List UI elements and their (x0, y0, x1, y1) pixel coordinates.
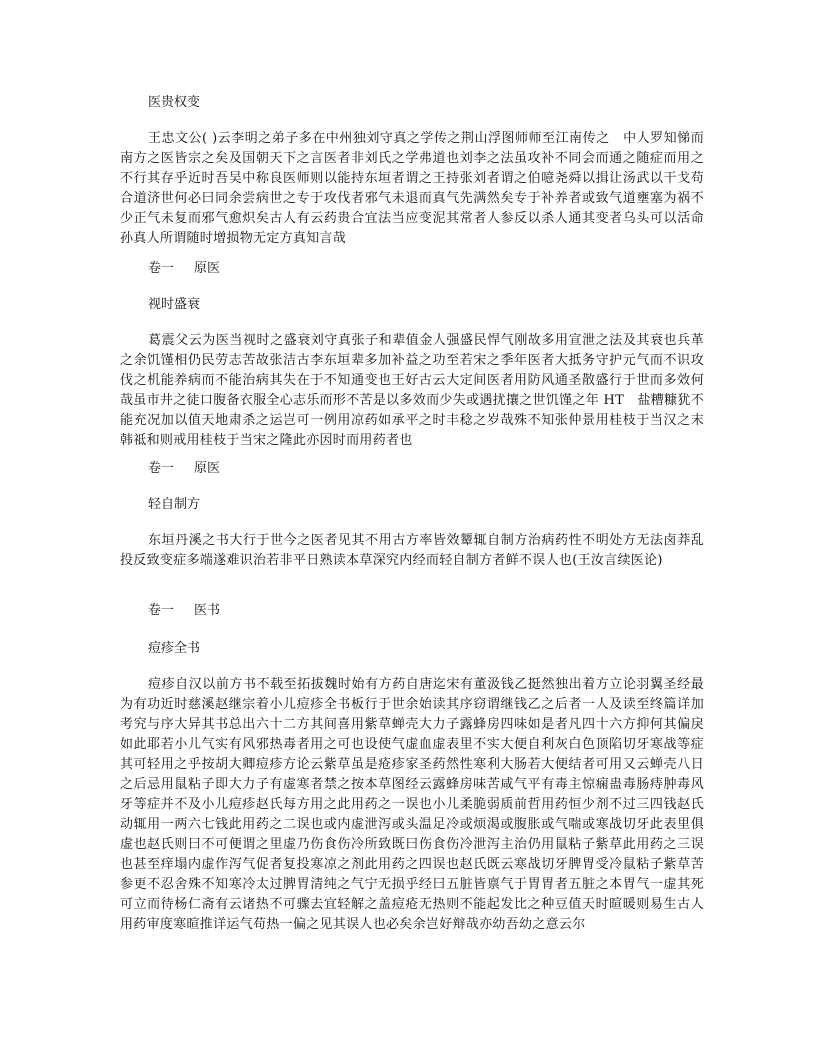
section-title-3: 轻自制方 (148, 497, 201, 512)
reference-volume: 卷一 (148, 261, 175, 276)
paragraph-3: 东垣丹溪之书大行于世今之医者见其不用古方率皆效颦辄自制方治病药性不明处方无法卤莽乱投反致变症多端遂难识治若非平日熟读本草深究内经而轻自制方者鲜不误人也(王汝言续医论) (120, 533, 704, 568)
reference-category: 原医 (194, 261, 221, 276)
reference-heading-3 (148, 601, 220, 621)
paragraph-2: 葛震父云为医当视时之盛衰刘守真张子和辈值金人强盛民悍气刚故多用宣泄之法及其衰也兵革之余饥馑相仍民劳志苦故张洁古李东垣辈多加补益之功至若宋之季年医者大抵务守护元气而不识攻伐之机能养病而不能治病其失在于不知通变也王好古云大定间医者用防风通圣散盛行于世而多效何哉虽市井之徒口腹备衣服全心志乐而形不苦是以多效而少失或遇扰攘之世饥馑之年 HT 盐糟糠犹不能充况加以值天地肃杀之运岂可一例用凉药如承平之时丰稔之岁哉殊不知张仲景用桂枝于当汉之末韩祗和则戒用桂枝于当宋之隆此亦因时而用药者也 (120, 333, 704, 448)
section-title-4: 痘疹全书 (148, 641, 201, 656)
section-title-2: 视时盛衰 (148, 297, 201, 312)
reference-heading-2 (148, 459, 220, 479)
section-title-1: 医贵权变 (148, 95, 201, 110)
reference-volume: 卷一 (148, 603, 175, 618)
reference-category: 原医 (194, 461, 221, 476)
reference-volume: 卷一 (148, 461, 175, 476)
reference-category: 医书 (194, 603, 221, 618)
reference-heading-1 (148, 259, 220, 279)
paragraph-1: 王忠文公( )云李明之弟子多在中州独刘守真之学传之荆山浮图师师至江南传之 中人罗知悌而南方之医皆宗之矣及国朝天下之言医者非刘氏之学弗道也刘李之法虽攻补不同会而通之随症而用之不行其存乎近时吾吴中称良医师则以能持东垣者谓之王持张刘者谓之伯噫尧舜以揖让汤武以干戈苟合道济世何必曰同余尝病世之专于攻伐者邪气未退而真气先满然矣专于补养者或致气道壅塞为祸不少正气未复而邪气愈炽矣古人有云药贵合宜法当应变泥其常者人参反以杀人通其变者乌头可以活命孙真人所谓随时增损物无定方真知言哉 (120, 131, 704, 246)
paragraph-4: 痘疹自汉以前方书不载至拓拔魏时始有方药自唐迄宋有董汲钱乙挺然独出着方立论羽翼圣经最为有功近时慈溪赵继宗着小儿痘疹全书板行于世余始读其序窃谓继钱乙之后者一人及读至终篇详加考究与序大异其书总出六十二方其间喜用紫草蝉壳大力子露蜂房四味如是者凡四十六方抑何其偏戾如此耶若小儿气实有风邪热毒者用之可也设使气虚血虚表里不实大便自利灰白色顶陷切牙寒战等症其可轻用之乎按胡大卿痘疹方论云紫草虽是疮疹家圣药然性寒利大肠若大便结者可用又云蝉壳八日之后忌用鼠粘子即大力子有虚寒者禁之按本草图经云露蜂房味苦咸气平有毒主惊痫蛊毒肠痔肿毒风牙等症并不及小儿痘疹赵氏每方用之此用药之一误也小儿柔脆弱质前哲用药恒少剂不过三四钱赵氏动辄用一两六七钱此用药之二误也或内虚泄泻或头温足冷或烦渴或腹胀或气喘或寒战切牙此表里俱虚也赵氏则曰不可便谓之里虚乃伤食伤冷所致既曰伤食伤冷泄泻主治仍用鼠粘子紫草此用药之三误也甚至痒塌内虚作泻气促者复投寒凉之剂此用药之四误也赵氏既云寒战切牙脾胃受冷鼠粘子紫草苦参更不忍舍殊不知寒冷太过脾胃清纯之气宁无损乎经曰五脏皆禀气于胃胃者五脏之本胃气一虚其死可立而待杨仁斋有云诸热不可骤去宜轻解之盖痘疮无热则不能起发比之种豆值天时暄暖则易生古人用药审度寒暄推详运气苟热一偏之见其误人也必矣余岂好辩哉亦幼吾幼之意云尔 (120, 677, 704, 932)
